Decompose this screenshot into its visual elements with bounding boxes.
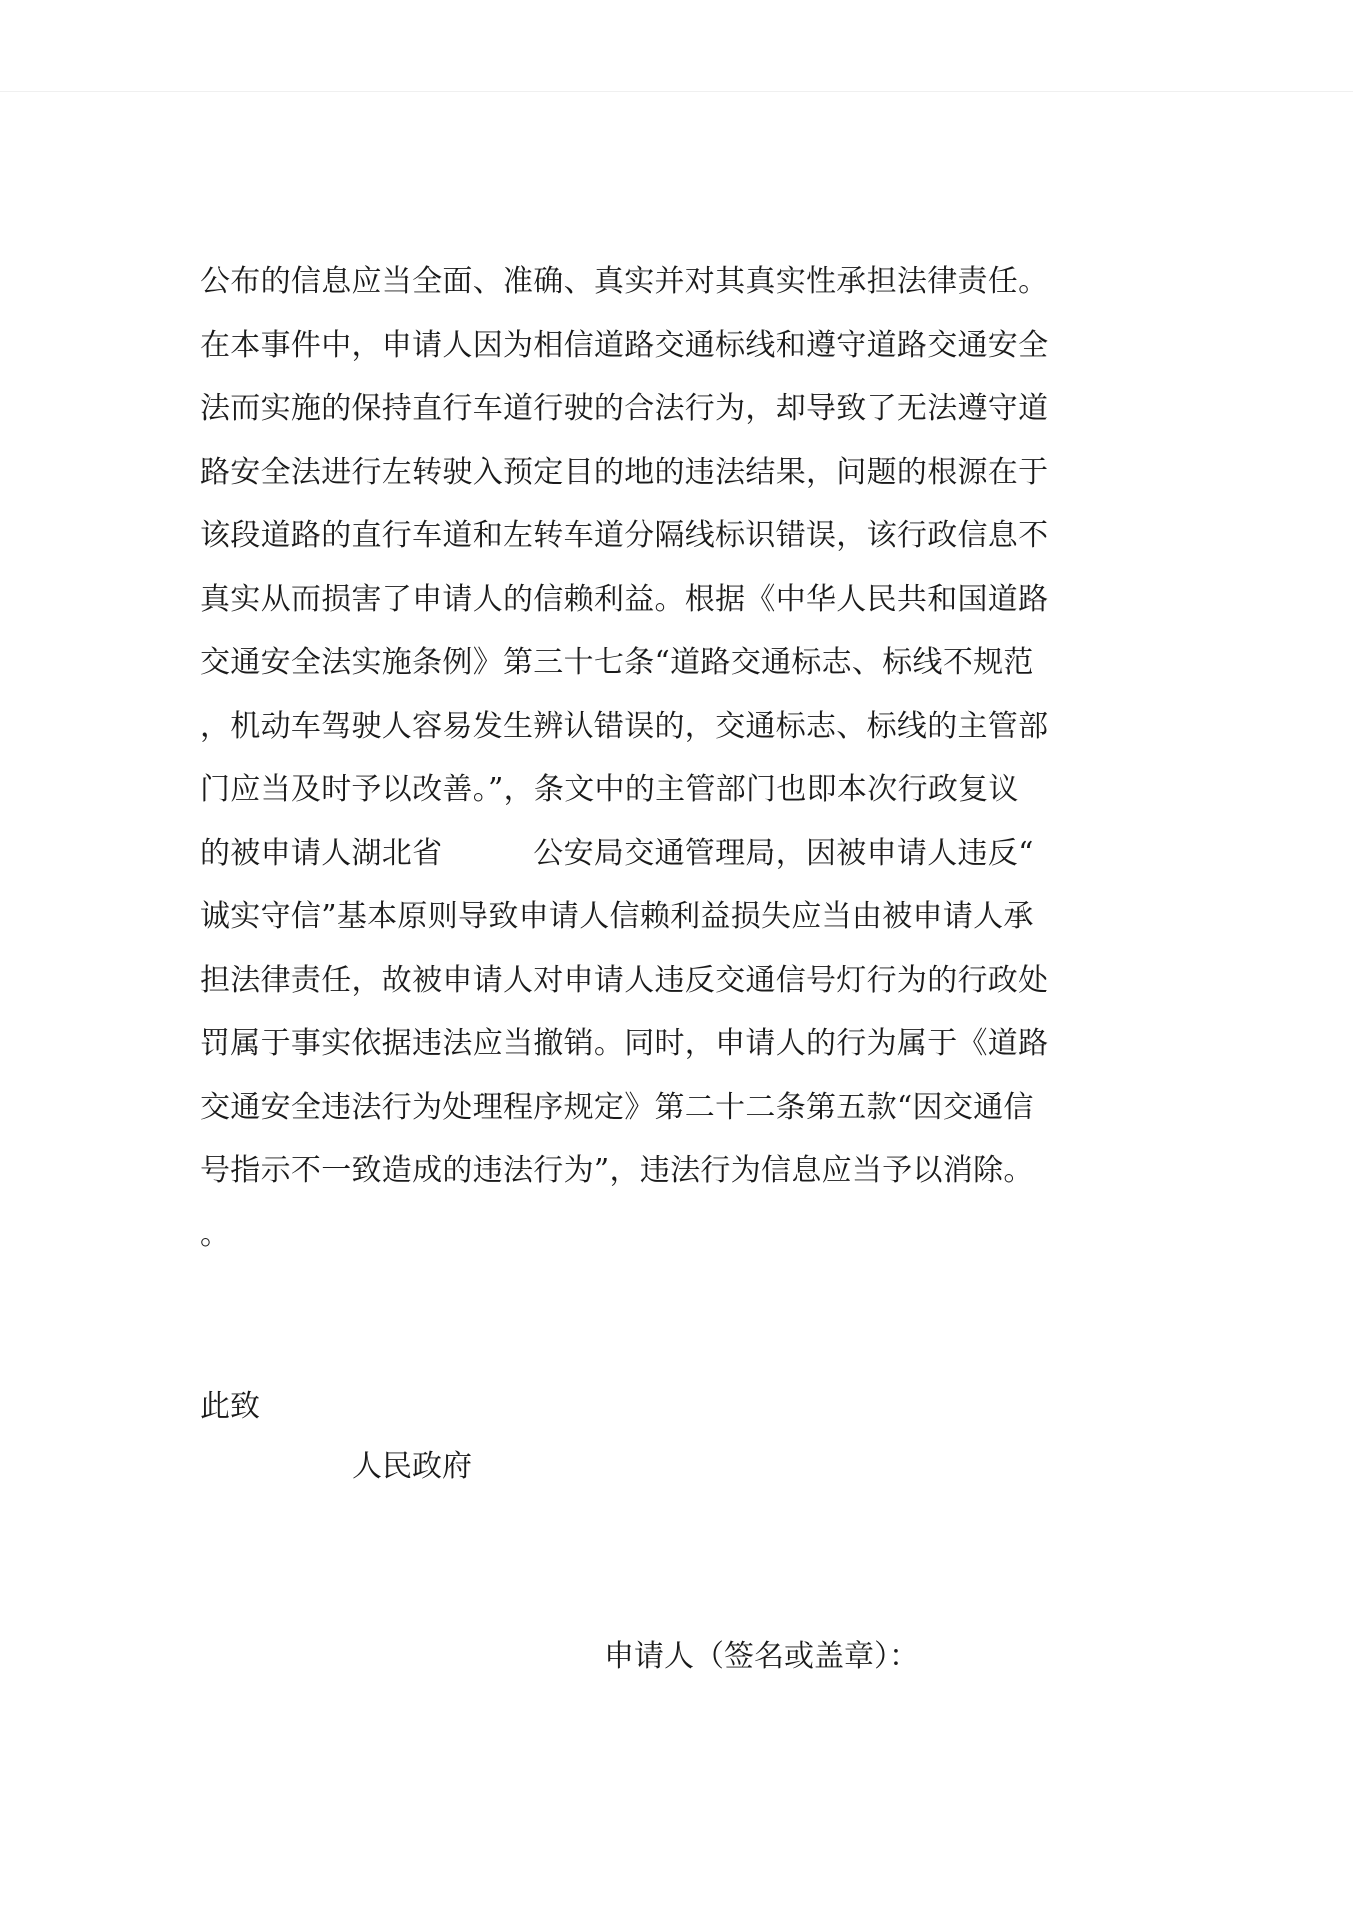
body-line-5: 该段道路的直行车道和左转车道分隔线标识错误，该行政信息不 bbox=[200, 518, 1049, 553]
body-line-8: ，机动车驾驶人容易发生辨认错误的，交通标志、标线的主管部 bbox=[200, 708, 1049, 744]
body-line-6: 真实从而损害了申请人的信赖利益。根据《中华人民共和国道路 bbox=[200, 581, 1049, 617]
document-body bbox=[200, 250, 1140, 1266]
body-line-9: 门应当及时予以改善。”，条文中的主管部门也即本次行政复议 bbox=[200, 772, 1019, 807]
body-line-2: 在本事件中，申请人因为相信道路交通标线和遵守道路交通安全 bbox=[200, 327, 1049, 363]
recipient-name: 人民政府 bbox=[352, 1449, 472, 1484]
body-line-16: 。 bbox=[200, 1216, 231, 1252]
body-line-4: 路安全法进行左转驶入预定目的地的违法结果，问题的根源在于 bbox=[200, 454, 1049, 490]
body-line-15: 号指示不一致造成的违法行为”，违法行为信息应当予以消除。 bbox=[200, 1153, 1034, 1188]
body-line-12: 担法律责任，故被申请人对申请人违反交通信号灯行为的行政处 bbox=[200, 962, 1049, 998]
closing-salutation: 此致 bbox=[200, 1389, 260, 1424]
body-line-10: 的被申请人湖北省 公安局交通管理局，因被申请人违反“ bbox=[200, 835, 1034, 871]
body-line-13: 罚属于事实依据违法应当撤销。同时，申请人的行为属于《道路 bbox=[200, 1026, 1049, 1061]
body-line-11: 诚实守信”基本原则导致申请人信赖利益损失应当由被申请人承 bbox=[200, 899, 1034, 934]
signature-line: 申请人（签名或盖章）： bbox=[604, 1639, 919, 1674]
body-line-3: 法而实施的保持直行车道行驶的合法行为，却导致了无法遵守道 bbox=[200, 391, 1049, 426]
body-line-14: 交通安全违法行为处理程序规定》第二十二条第五款“因交通信 bbox=[200, 1089, 1034, 1125]
body-line-7: 交通安全法实施条例》第三十七条“道路交通标志、标线不规范 bbox=[200, 645, 1034, 680]
body-line-1: 公布的信息应当全面、准确、真实并对其真实性承担法律责任。 bbox=[200, 264, 1049, 299]
page-top-edge bbox=[0, 0, 1353, 92]
